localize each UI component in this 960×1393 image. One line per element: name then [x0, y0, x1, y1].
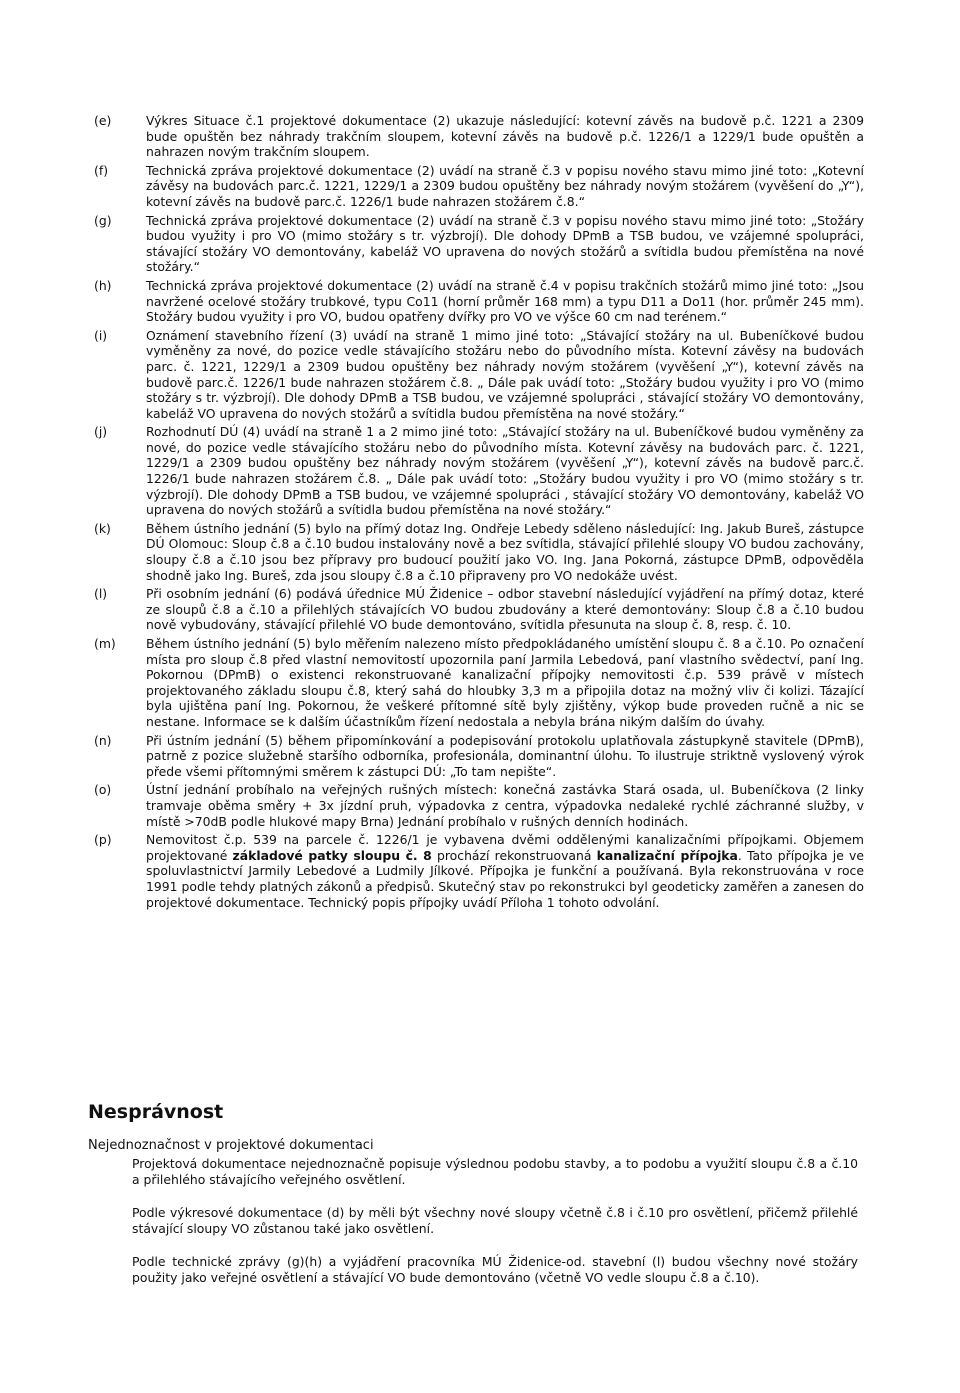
item-label: (e)	[94, 113, 112, 128]
list-item	[94, 521, 864, 583]
list-item	[94, 278, 864, 325]
item-label: (n)	[94, 732, 112, 748]
item-label: (k)	[94, 520, 111, 536]
item-label: (p)	[94, 832, 112, 848]
item-text: Při ústním jednání (5) během připomínkování a podepisování protokolu uplatňovala zástupkyně stavitele (DPmB), patrně z pozice služebně staršího odborníka, profesionála, dominantní úlohu. To ilustruje striktně vyslovený výrok přede všemi přítomnými směrem k zástupci DÚ: „To tam nepište“.	[146, 732, 864, 779]
item-label: (f)	[94, 162, 109, 178]
item-label: (g)	[94, 212, 112, 228]
item-text: Během ústního jednání (5) bylo na přímý dotaz Ing. Ondřeje Lebedy sděleno následující: Ing. Jakub Bureš, zástupce DÚ Olomouc: Sloup č.8 a č.10 budou instalovány nově a bez svítidla, stávající přilehlé sloupy VO budou zachovány, sloupy č.8 a č.10 jsou bez přípravy pro budoucí použití jako VO. Ing. Jana Pokorná, zástupce DPmB, odpověděla shodně jako Ing. Bureš, zda jsou sloupy č.8 a č.10 připraveny pro VO nedokáže uvést.	[146, 520, 864, 583]
list-item	[94, 636, 864, 730]
section-subheading: Nejednoznačnost v projektové dokumentaci	[88, 1138, 374, 1153]
list-item	[94, 782, 864, 829]
list-item	[94, 424, 864, 518]
list-item	[94, 832, 864, 910]
list-item	[94, 733, 864, 780]
item-label: (j)	[94, 424, 108, 440]
list-item	[94, 213, 864, 275]
item-label: (m)	[94, 636, 116, 651]
item-text: Technická zpráva projektové dokumentace (2) uvádí na straně č.4 v popisu trakčních stožárů mimo jiné toto: „Jsou navržené ocelové stožáry trubkové, typu Co11 (horní průměr 168 mm) a typu D11 a Do11 (hor. průměr 245 mm). Stožáry budou využity i pro VO, budou opatřeny dvířky pro VO ve výšce 60 cm nad terénem.“	[146, 277, 864, 325]
item-text: Rozhodnutí DÚ (4) uvádí na straně 1 a 2 mimo jiné toto: „Stávající stožáry na ul. Bubeníčkové budou vyměněny za nové, do pozice vedle stávajícího stožáru nebo do původního místa. Kotevní závěsy na budovách parc. č. 1221, 1229/1 a 2309 budou opuštěny bez náhrady novým stožárem (vyvěšení „Y“), kotevní závěs na budově parc.č. 1226/1 bude nahrazen stožárem č.8. „ Dále pak uvádí toto: „Stožáry budou využity i pro VO (mimo stožáry s tr. výzbrojí). Dle dohody DPmB a TSB budou, ve vzájemné spolupráci , stávající stožáry VO demontovány, kabeláž VO upravena do nových stožárů a svítidla budou přemístěna na nové stožáry.“	[146, 424, 864, 518]
section-heading: Nesprávnost	[88, 1101, 224, 1123]
item-text: Technická zpráva projektové dokumentace (2) uvádí na straně č.3 v popisu nového stavu mimo jiné toto: „Stožáry budou využity i pro VO (mimo stožáry s tr. výzbrojí). Dle dohody DPmB a TSB budou, ve vzájemné spolupráci, stávající stožáry VO demontovány, kabeláž VO upravena do nových stožárů a svítidla budou přemístěna na nové stožáry.“	[146, 212, 864, 275]
item-label: (l)	[94, 586, 108, 602]
item-text: Výkres Situace č.1 projektové dokumentace (2) ukazuje následující: kotevní závěs na budově p.č. 1221 a 2309 bude opuštěn bez náhrady trakčním sloupem, kotevní závěs na budově p.č. 1226/1 a 1229/1 bude opuštěn a nahrazen novým trakčním sloupem.	[146, 113, 864, 160]
section-paragraphs	[132, 1156, 858, 1304]
item-text: Během ústního jednání (5) bylo měřením nalezeno místo předpokládaného umístění sloupu č. 8 a č.10. Po označení místa pro sloup č.8 před vlastní nemovitostí upozornila paní Jarmila Lebedová, paní vlastního svědectví, paní Ing. Pokornou (DPmB) o existenci rekonstruované kanalizační přípojky nemovitosti č.p. 539 právě v místech projektovaného základu sloupu č.8, který sahá do hloubky 3,3 m a připojila dotaz na možný vliv či kolizi. Tázající byla ujištěna paní Ing. Pokornou, že veškeré přítomné sítě byly zjištěny, výkop bude proveden ručně a nic se nestane. Informace se k dalším účastníkům řízení nedostala a nebyla brána nikým dalším do úvahy.	[146, 636, 864, 729]
list-item	[94, 163, 864, 210]
item-text: Ústní jednání probíhalo na veřejných rušných místech: konečná zastávka Stará osada, ul. Bubeníčkova (2 linky tramvaje oběma směry + 3x jízdní pruh, výpadovka z centra, výpadovka nedaleké rychlé záchranné služby, v místě >70dB podle hlukové mapy Brna) Jednání probíhalo v rušných denních hodinách.	[146, 782, 864, 829]
item-text: Technická zpráva projektové dokumentace (2) uvádí na straně č.3 v popisu nového stavu mimo jiné toto: „Kotevní závěsy na budovách parc.č. 1221, 1229/1 a 2309 budou opuštěny bez náhrady novým stožárem (vyvěšení do „Y“), kotevní závěs na budově parc.č. 1226/1 bude nahrazen stožárem č.8.“	[146, 162, 864, 209]
paragraph: Projektová dokumentace nejednoznačně popisuje výslednou podobu stavby, a to podobu a využití sloupu č.8 a č.10 a přilehlého stávajícího veřejného osvětlení.	[132, 1156, 858, 1187]
list-item	[94, 328, 864, 422]
paragraph: Podle technické zprávy (g)(h) a vyjádření pracovníka MÚ Židenice-od. stavební (l) budou všechny nové stožáry použity jako veřejné osvětlení a stávající VO bude demontováno (včetně VO vedle sloupu č.8 a č.10).	[132, 1254, 858, 1285]
list-item	[94, 113, 864, 160]
item-label: (o)	[94, 782, 112, 798]
item-label: (h)	[94, 277, 112, 293]
paragraph: Podle výkresové dokumentace (d) by měli být všechny nové sloupy včetně č.8 i č.10 pro osvětlení, přičemž přilehlé stávající sloupy VO zůstanou také jako osvětlení.	[132, 1205, 858, 1236]
list-item	[94, 586, 864, 633]
item-text: Oznámení stavebního řízení (3) uvádí na straně 1 mimo jiné toto: „Stávající stožáry na ul. Bubeníčkové budou vyměněny za nové, do pozice vedle stávajícího stožáru nebo do původního místa. Kotevní závěsy na budovách parc. č. 1221, 1229/1 a 2309 budou opuštěny bez náhrady novým stožárem (vyvěšení „Y“), kotevní závěs na budově parc.č. 1226/1 bude nahrazen stožárem č.8. „ Dále pak uvádí toto: „Stožáry budou využity i pro VO (mimo stožáry s tr. výzbrojí). Dle dohody DPmB a TSB budou, ve vzájemné spolupráci , stávající stožáry VO demontovány, kabeláž VO upravena do nových stožárů a svítidla budou přemístěna na nové stožáry.“	[146, 327, 864, 421]
item-text: Nemovitost č.p. 539 na parcele č. 1226/1 je vybavena dvěmi oddělenými kanalizačními přípojkami. Objemem projektované základové patky sloupu č. 8 prochází rekonstruovaná kanalizační přípojka. Tato přípojka je ve spoluvlastnictví Jarmily Lebedové a Ludmily Jílkové. Přípojka je funkční a používaná. Byla rekonstruována v roce 1991 podle tehdy platných zákonů a předpisů. Skutečný stav po rekonstrukci byl geodeticky zaměřen a zanesen do projektové dokumentace. Technický popis přípojky uvádí Příloha 1 tohoto odvolání.	[146, 832, 864, 910]
item-list	[94, 113, 864, 913]
item-text: Při osobním jednání (6) podává úřednice MÚ Židenice – odbor stavební následující vyjádření na přímý dotaz, které ze sloupů č.8 a č.10 a přilehlých stávajících VO budou zbudovány a které demontovány: Sloup č.8 a č.10 budou nově vybudovány, stávající přilehlé VO bude demontováno, svítidla přesunuta na sloup č. 8, resp. č. 10.	[146, 586, 864, 633]
item-label: (i)	[94, 327, 108, 343]
